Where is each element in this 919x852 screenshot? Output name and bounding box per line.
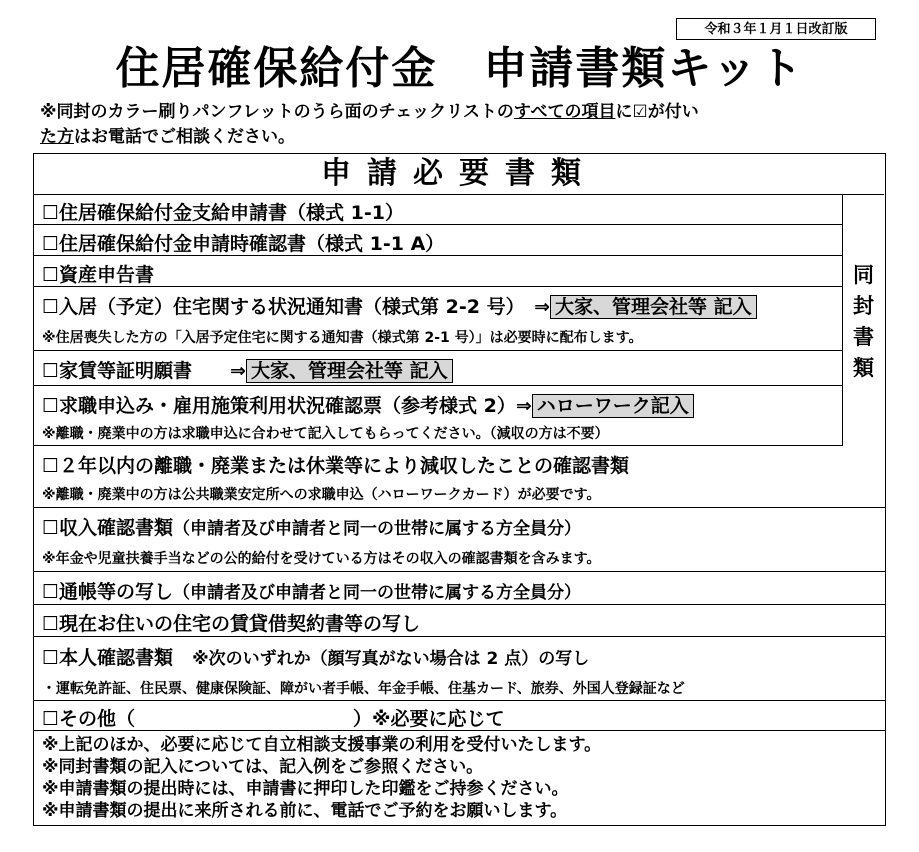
- side-char: 封: [853, 294, 874, 318]
- checklist-item: [34, 194, 842, 225]
- item-label: ☐住居確保給付金支給申請書（様式 1-1）: [42, 202, 404, 224]
- item-label: ☐家賃等証明願書 ⇒: [42, 360, 246, 382]
- page-title: 住居確保給付金 申請書類キット: [115, 43, 805, 94]
- footer-note: ※申請書類の提出時には、申請書に押印した印鑑をご持参ください。: [42, 779, 569, 799]
- enclosed-documents-side-label: [842, 194, 885, 446]
- item-sublabel: （申請者及び申請者と同一の世帯に属する方全員分）: [173, 519, 582, 539]
- side-char: 同: [853, 263, 874, 287]
- item-label: ☐入居（予定）住宅関する状況通知書（様式第 2-2 号） ⇒: [42, 296, 551, 318]
- footer-notes: [42, 734, 862, 822]
- item-sublabel: （申請者及び申請者と同一の世帯に属する方全員分）: [173, 583, 582, 603]
- notice-part2: に☑が付い: [615, 102, 699, 122]
- side-char: 書: [853, 325, 874, 349]
- item-note: ※住居喪失した方の「入居予定住宅に関する通知書（様式第 2-1 号）」は必要時に配布します。: [42, 330, 643, 346]
- notice-text: [40, 100, 880, 150]
- footer-note: ※同封書類の記入については、記入例をご参照ください。: [42, 757, 484, 777]
- item-note: ・運転免許証、住民票、健康保険証、障がい者手帳、年金手帳、住基カード、旅券、外国人登録証など: [42, 681, 685, 697]
- checklist-item: [34, 637, 885, 701]
- item-note: ※離職・廃業中の方は公共職業安定所への求職申込（ハローワークカード）が必要です。: [42, 487, 601, 503]
- checklist-item: [34, 701, 885, 731]
- checklist-item: [34, 225, 842, 256]
- notice-underline2: た方: [40, 127, 74, 147]
- item-label: ☐資産申告書: [42, 264, 155, 286]
- item-label: ☐本人確認書類: [42, 647, 174, 669]
- checklist-item: [34, 256, 842, 287]
- revision-date: 令和３年１月１日改訂版: [676, 18, 876, 40]
- document-checklist-table: [33, 153, 886, 826]
- checklist-item: [34, 446, 885, 508]
- landlord-fill-box: 大家、管理会社等 記入: [246, 359, 453, 383]
- footer-note: ※申請書類の提出に来所される前に、電話でご予約をお願いします。: [42, 801, 568, 821]
- checklist-item: [34, 351, 842, 386]
- item-label: ☐通帳等の写し: [42, 581, 174, 603]
- checklist-item: [34, 386, 842, 446]
- landlord-fill-box: 大家、管理会社等 記入: [550, 295, 757, 319]
- checklist-item: [34, 572, 885, 605]
- item-note: ※離職・廃業中の方は求職申込に合わせて記入してもらってください。（減収の方は不要）: [42, 426, 609, 442]
- checklist-item: [34, 508, 885, 572]
- item-label: ☐その他（: [42, 708, 136, 730]
- hellowork-fill-box: ハローワーク記入: [532, 394, 694, 418]
- item-note: ※年金や児童扶養手当などの公的給付を受けている方はその収入の確認書類を含みます。: [42, 551, 601, 567]
- item-sublabel: ※次のいずれか（顔写真がない場合は 2 点）の写し: [192, 649, 590, 669]
- item-label: ☐求職申込み・雇用施策利用状況確認票（参考様式 2）⇒: [42, 395, 532, 417]
- side-char: 類: [853, 356, 874, 380]
- footer-note: ※上記のほか、必要に応じて自立相談支援事業の利用を受付いたします。: [42, 735, 602, 755]
- checklist-item: [34, 287, 842, 351]
- item-label: ☐現在お住いの住宅の賃貸借契約書等の写し: [42, 613, 421, 635]
- item-label: ）※必要に応じて: [353, 708, 505, 730]
- notice-part1: ※同封のカラー刷りパンフレットのうら面のチェックリストの: [40, 102, 514, 122]
- notice-part3: はお電話でご相談ください。: [74, 127, 295, 147]
- item-label: ☐収入確認書類: [42, 517, 174, 539]
- item-label: ☐２年以内の離職・廃業または休業等により減収したことの確認書類: [42, 455, 630, 477]
- checklist-item: [34, 605, 885, 637]
- item-label: ☐住居確保給付金申請時確認書（様式 1-1 A）: [42, 233, 445, 255]
- notice-underline1: すべての項目: [513, 102, 616, 122]
- table-heading: 申請必要書類: [34, 154, 884, 195]
